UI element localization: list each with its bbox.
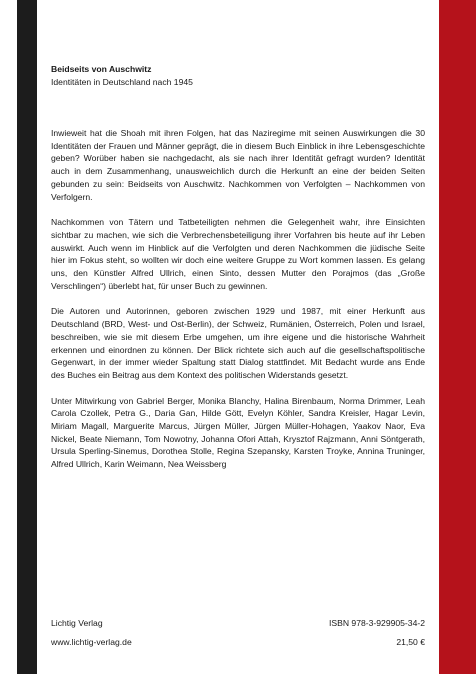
left-black-band [17, 0, 37, 674]
right-red-band [439, 0, 476, 674]
blurb-paragraph-2: Nachkommen von Tätern und Tatbeteiligten nehmen die Gelegenheit wahr, ihre Einsichten sichtbar zu machen, wie sich die Verbrechensbeteiligung ihrer Vorfahren bis heute auf ihr Leben auswirkt. Auch wenn im Hinblick auf die Verfolgten und deren Nachkommen die jüdische Seite hier im Fokus steht, so wollten wir doch eine weitere Gruppe zu Wort kommen lassen. Es gelang uns, den Künstler Alfred Ullrich, einen Sinto, dessen Mutter den Porajmos (das „Große Verschlingen“) überlebt hat, für unser Buch zu gewinnen. [51, 217, 425, 291]
book-title: Beidseits von Auschwitz [51, 64, 152, 74]
publisher-name: Lichtig Verlag [51, 618, 103, 628]
publisher-footer [51, 617, 425, 655]
price: 21,50 € [396, 637, 425, 647]
isbn: ISBN 978-3-929905-34-2 [328, 618, 425, 628]
book-subtitle: Identitäten in Deutschland nach 1945 [51, 77, 193, 87]
blurb-paragraph-1: Inwieweit hat die Shoah mit ihren Folgen, hat das Naziregime mit seinen Auswirkungen die 30 Identitäten der Frauen und Männer geprägt, die in diesem Buch Einblick in ihre Lebensgeschichte geben? Worüber haben sie nachgedacht, als sie nach ihrer Identität gefragt wurden? Identität auch in dem Zusammenhang, unausweichlich durch die Herkunft an eine der beiden Seiten gebunden zu sein: Beidseits von Auschwitz. Nachkommen von Verfolgten – Nachkommen von Verfolgern. [51, 128, 425, 202]
publisher-website: www.lichtig-verlag.de [51, 637, 132, 647]
blurb-paragraph-3: Die Autoren und Autorinnen, geboren zwischen 1929 und 1987, mit einer Herkunft aus Deutschland (BRD, West- und Ost-Berlin), der Schweiz, Rumänien, Österreich, Polen und Israel, beschreiben, wie sie mit diesem Erbe umgehen, um ihre eigene und die historische Wahrheit erkennen und einordnen zu können. Der Blick richtete sich auch auf die gesellschaftspolitische Gegenwart, in der immer wieder Spaltung statt Dialog stattfindet. Mit Bedacht wurde ans Ende des Buches ein Beitrag aus dem Kontext des politischen Widerstands gesetzt. [51, 306, 425, 380]
back-cover-text [51, 63, 425, 484]
contributors-list: Unter Mitwirkung von Gabriel Berger, Monika Blanchy, Halina Birenbaum, Norma Drimmer, Leah Carola Czollek, Petra G., Daria Gan, Hilde Gött, Evelyn Köhler, Sandra Kreisler, Hagar Levin, Miriam Magall, Marguerite Marcus, Jürgen Müller, Jürgen Müller-Hohagen, Yaakov Naor, Eva Nickel, Beate Niemann, Tom Nowotny, Johanna Ofori Attah, Krysztof Rajzmann, Anni Söntgerath, Ursula Sperling-Sinemus, Dorothea Stolle, Regina Szepansky, Karsten Troyke, Annina Truninger, Alfred Ullrich, Karin Weimann, Nea Weissberg [51, 395, 425, 470]
